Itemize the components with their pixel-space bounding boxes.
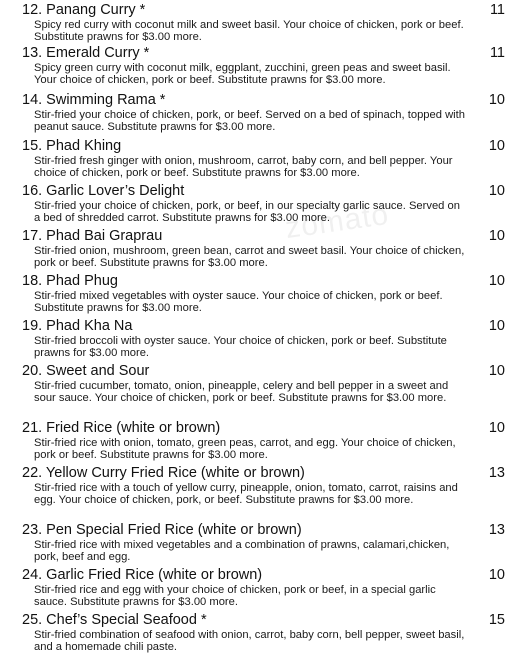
item-title: 14. Swimming Rama * (22, 92, 166, 108)
item-price: 10 (488, 567, 505, 583)
item-price: 10 (488, 138, 505, 154)
item-title: 16. Garlic Lover’s Delight (22, 183, 185, 199)
item-price: 13 (488, 465, 505, 481)
item-description: Spicy red curry with coconut milk and sweet basil. Your choice of chicken, pork or beef. Substitute prawns for $3.00 more. (34, 19, 464, 44)
item-description: Stir-fried onion, mushroom, green bean, carrot and sweet basil. Your choice of chicken, pork or beef. Substitute prawns for $3.00 more. (34, 245, 465, 270)
item-price: 10 (488, 228, 505, 244)
item-title: 13. Emerald Curry * (22, 45, 150, 61)
item-title: 18. Phad Phug (22, 273, 118, 289)
item-description: Stir-fried fresh ginger with onion, mushroom, carrot, baby corn, and bell pepper. Your choice of chicken, pork or beef. Substitute prawns for $3.00 more. (34, 155, 453, 180)
item-price: 10 (488, 183, 505, 199)
item-title: 15. Phad Khing (22, 138, 122, 154)
item-price: 10 (488, 363, 505, 379)
watermark: zomato (283, 197, 392, 246)
item-description: Stir-fried broccoli with oyster sauce. Your choice of chicken, pork or beef. Substitute prawns for $3.00 more. (34, 335, 447, 360)
item-title: 20. Sweet and Sour (22, 363, 150, 379)
item-description: Stir-fried rice and egg with your choice of chicken, pork or beef, in a special garlic sauce. Substitute prawns for $3.00 more. (34, 584, 436, 609)
item-description: Stir-fried combination of seafood with onion, carrot, baby corn, bell pepper, sweet basil, and a homemade chili paste. (34, 629, 465, 654)
item-title: 12. Panang Curry * (22, 2, 146, 18)
item-price: 10 (488, 273, 505, 289)
item-price: 10 (488, 92, 505, 108)
item-title: 19. Phad Kha Na (22, 318, 133, 334)
item-description: Stir-fried your choice of chicken, pork, or beef. Served on a bed of spinach, topped with peanut sauce. Substitute prawns for $3.00 more. (34, 109, 465, 134)
item-price: 10 (488, 420, 505, 436)
item-title: 23. Pen Special Fried Rice (white or brown) (22, 522, 302, 538)
item-price: 11 (489, 45, 505, 61)
item-description: Stir-fried rice with a touch of yellow curry, pineapple, onion, tomato, carrot, raisins and egg. Your choice of chicken, pork, or beef. Substitute prawns for $3.00 more. (34, 482, 458, 507)
item-description: Stir-fried cucumber, tomato, onion, pineapple, celery and bell pepper in a sweet and sour sauce. Your choice of chicken, pork or beef. Substitute prawns for $3.00 more. (34, 380, 449, 405)
item-price: 13 (488, 522, 505, 538)
item-title: 22. Yellow Curry Fried Rice (white or brown) (22, 465, 305, 481)
item-description: Stir-fried rice with onion, tomato, green peas, carrot, and egg. Your choice of chicken, pork or beef. Substitute prawns for $3.00 more. (34, 437, 456, 462)
item-description: Stir-fried rice with mixed vegetables and a combination of prawns, calamari,chicken, pork, beef and egg. (34, 539, 450, 564)
item-title: 24. Garlic Fried Rice (white or brown) (22, 567, 263, 583)
item-title: 17. Phad Bai Graprau (22, 228, 163, 244)
item-title: 25. Chef’s Special Seafood * (22, 612, 207, 628)
item-title: 21. Fried Rice (white or brown) (22, 420, 221, 436)
item-description: Spicy green curry with coconut milk, eggplant, zucchini, green peas and sweet basil. Your choice of chicken, pork or beef. Substitute prawns for $3.00 more. (34, 62, 451, 87)
item-price: 11 (489, 2, 505, 18)
item-description: Stir-fried your choice of chicken, pork, or beef, in our specialty garlic sauce. Served on a bed of shredded carrot. Substitute prawns for $3.00 more. (34, 200, 460, 225)
item-price: 15 (488, 612, 505, 628)
item-price: 10 (488, 318, 505, 334)
item-description: Stir-fried mixed vegetables with oyster sauce. Your choice of chicken, pork or beef. Substitute prawns for $3.00 more. (34, 290, 443, 315)
